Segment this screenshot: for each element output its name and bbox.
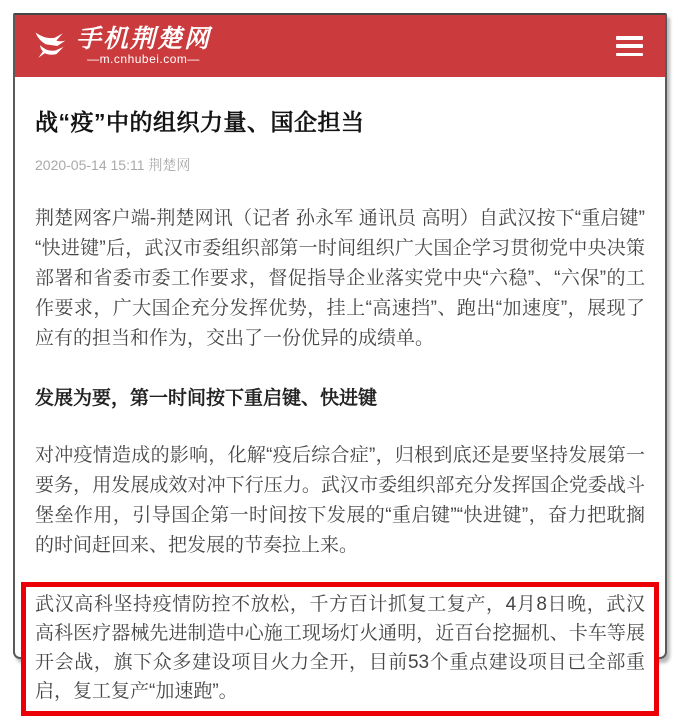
bird-swallow-logo-icon <box>33 27 69 65</box>
article-paragraph-1: 荆楚网客户端-荆楚网讯（记者 孙永军 通讯员 高明）自武汉按下“重启键”“快进键”后，武汉市委组织部第一时间组织广大国企学习贯彻党中央决策部署和省委市委工作要求，督促指导企业落实党中央“六稳”、“六保”的工作要求，广大国企充分发挥优势，挂上“高速挡”、跑出“加速度”，展现了应有的担当和作为，交出了一份优异的成绩单。 <box>35 208 645 349</box>
logo-title: 手机荆楚网 <box>76 24 212 53</box>
red-highlight-annotation-box <box>21 582 659 716</box>
section-heading: 发展为要，第一时间按下重启键、快进键 <box>35 388 378 409</box>
article-title: 战“疫”中的组织力量、国企担当 <box>35 109 365 135</box>
site-logo[interactable] <box>33 26 211 66</box>
logo-subtitle: —m.cnhubei.com— <box>87 52 200 66</box>
highlighted-paragraph: 武汉高科坚持疫情防控不放松，千方百计抓复工复产，4月8日晚，武汉高科医疗器械先进制造中心施工现场灯火通明，近百台挖掘机、卡车等展开会战，旗下众多建设项目火力全开，目前53个重点建设项目已全部重启，复工复产“加速跑”。 <box>35 594 645 702</box>
article-paragraph-2: 对冲疫情造成的影响，化解“疫后综合症”，归根到底还是要坚持发展第一要务，用发展成效对冲下行压力。武汉市委组织部充分发挥国企党委战斗堡垒作用，引导国企第一时间按下发展的“重启键”“快进键”，奋力把耽搁的时间赶回来、把发展的节奏拉上来。 <box>35 445 645 556</box>
site-header <box>15 15 665 77</box>
article-meta: 2020-05-14 15:11 荆楚网 <box>35 157 191 173</box>
browser-page-frame <box>13 13 667 702</box>
hamburger-menu-icon[interactable] <box>616 36 643 56</box>
article-content <box>15 77 665 716</box>
logo-text <box>76 26 211 66</box>
